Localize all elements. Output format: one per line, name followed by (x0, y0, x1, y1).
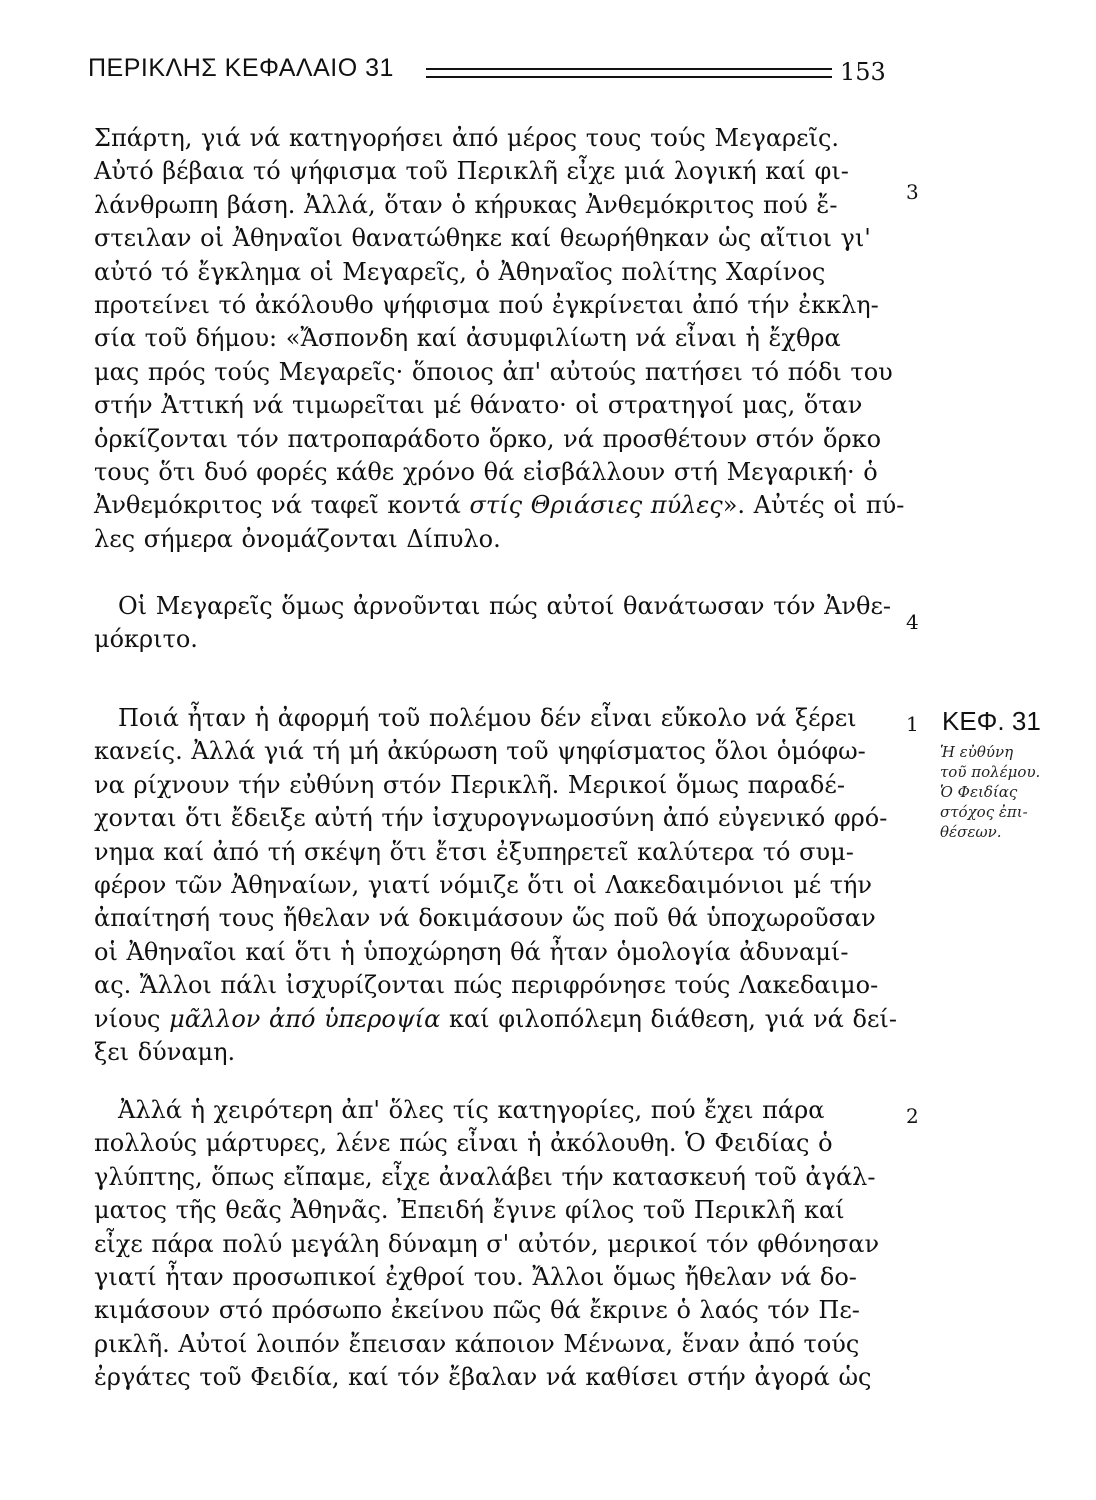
section-number: 1 (906, 712, 919, 736)
gloss-line: στόχος ἐπι- (940, 803, 1028, 821)
text-line: πολλούς μάρτυρες, λένε πώς εἶναι ἡ ἀκόλουθη. Ὁ Φειδίας ὁ (94, 1129, 833, 1158)
text-line (94, 1003, 897, 1036)
text-line: ἐργάτες τοῦ Φειδία, καί τόν ἔβαλαν νά καθίσει στήν ἀγορά ὡς (94, 1363, 872, 1392)
text-line: γιατί ἦταν προσωπικοί ἐχθροί του. Ἄλλοι ὅμως ἤθελαν νά δο- (94, 1263, 857, 1292)
section-number: 2 (906, 1104, 919, 1128)
text-line: μας πρός τούς Μεγαρεῖς· ὅποιος ἀπ' αὐτούς πατήσει τό πόδι του (94, 357, 893, 386)
section-number: 4 (906, 610, 919, 634)
text-segment: νίους (94, 1004, 170, 1033)
header-rule (426, 68, 832, 78)
gloss-line: θέσεων. (940, 823, 1002, 841)
text-line: τους ὅτι δυό φορές κάθε χρόνο θά εἰσβάλλουν στή Μεγαρική· ὁ (94, 458, 878, 487)
text-line: Ἀλλά ἡ χειρότερη ἀπ' ὅλες τίς κατηγορίες, πού ἔχει πάρα (118, 1096, 825, 1124)
text-segment: καί φιλοπόλεμη διάθεση, γιά νά δεί- (440, 1004, 897, 1033)
page-header (88, 44, 888, 94)
gloss-line: τοῦ πολέμου. (940, 763, 1041, 781)
text-line: Οἱ Μεγαρεῖς ὅμως ἀρνοῦνται πώς αὐτοί θανάτωσαν τόν Ἀνθε- (118, 592, 891, 620)
gloss-line: Ἡ εὐθύνη (940, 743, 1014, 761)
text-line: φέρον τῶν Ἀθηναίων, γιατί νόμιζε ὅτι οἱ Λακεδαιμόνιοι μέ τήν (94, 871, 872, 900)
text-line: στήν Ἀττική νά τιμωρεῖται μέ θάνατο· οἱ στρατηγοί μας, ὅταν (94, 391, 863, 420)
text-line: ας. Ἄλλοι πάλι ἰσχυρίζονται πώς περιφρόνησε τούς Λακεδαιμο- (94, 971, 879, 1000)
text-line: κανείς. Ἀλλά γιά τή μή ἀκύρωση τοῦ ψηφίσματος ὅλοι ὁμόφω- (94, 737, 866, 766)
text-line: νημα καί ἀπό τή σκέψη ὅτι ἔτσι ἐξυπηρετεῖ καλύτερα τό συμ- (94, 837, 854, 866)
text-line: γλύπτης, ὅπως εἴπαμε, εἶχε ἀναλάβει τήν κατασκευή τοῦ ἀγάλ- (94, 1162, 876, 1191)
text-segment: ». Αὐτές οἱ πύ- (722, 491, 905, 520)
text-line: κιμάσουν στό πρόσωπο ἐκείνου πῶς θά ἔκρινε ὁ λαός τόν Πε- (94, 1296, 860, 1325)
paragraph-block-3 (94, 702, 897, 1069)
gloss-line: Ὁ Φειδίας (940, 783, 1018, 801)
text-line: Ποιά ἦταν ἡ ἀφορμή τοῦ πολέμου δέν εἶναι εὔκολο νά ξέρει (118, 704, 857, 732)
text-line: εἶχε πάρα πολύ μεγάλη δύναμη σ' αὐτόν, μερικοί τόν φθόνησαν (94, 1229, 880, 1258)
text-line (94, 489, 905, 522)
paragraph-block-4 (94, 1094, 880, 1395)
text-line: λάνθρωπη βάση. Ἀλλά, ὅταν ὁ κήρυκας Ἀνθεμόκριτος πού ἔ- (94, 190, 838, 219)
text-line: αὐτό τό ἔγκλημα οἱ Μεγαρεῖς, ὁ Ἀθηναῖος πολίτης Χαρίνος (94, 257, 826, 286)
text-line: ξει δύναμη. (94, 1038, 236, 1067)
paragraph-block-2 (94, 590, 891, 657)
chapter-label: ΚΕΦ. 31 (942, 706, 1041, 736)
text-line: ματος τῆς θεᾶς Ἀθηνᾶς. Ἐπειδή ἔγινε φίλος τοῦ Περικλῆ καί (94, 1196, 845, 1225)
text-line: στειλαν οἱ Ἀθηναῖοι θανατώθηκε καί θεωρήθηκαν ὡς αἴτιοι γι' (94, 224, 871, 253)
italic-text: στίς Θριάσιες πύλες (469, 491, 723, 520)
text-line: ἀπαίτησή τους ἤθελαν νά δοκιμάσουν ὥς ποῦ θά ὑποχωροῦσαν (94, 904, 876, 933)
text-line: προτείνει τό ἀκόλουθο ψήφισμα πού ἐγκρίνεται ἀπό τήν ἐκκλη- (94, 291, 879, 320)
text-line: λες σήμερα ὀνομάζονται Δίπυλο. (94, 524, 501, 553)
text-line: ρικλῆ. Αὐτοί λοιπόν ἔπεισαν κάποιον Μένωνα, ἕναν ἀπό τούς (94, 1329, 860, 1358)
text-line: Αὐτό βέβαια τό ψήφισμα τοῦ Περικλῆ εἶχε μιά λογική καί φι- (94, 157, 849, 186)
section-number: 3 (906, 180, 919, 204)
text-line: σία τοῦ δήμου: «Ἄσπονδη καί ἀσυμφιλίωτη νά εἶναι ἡ ἔχθρα (94, 324, 841, 353)
text-line: μόκριτο. (94, 625, 198, 654)
text-line: χονται ὅτι ἔδειξε αὐτή τήν ἰσχυρογνωμοσύνη ἀπό εὐγενικό φρό- (94, 804, 888, 833)
text-line: οἱ Ἀθηναῖοι καί ὅτι ἡ ὑποχώρηση θά ἦταν ὁμολογία ἀδυναμί- (94, 937, 849, 966)
margin-gloss (940, 742, 1060, 842)
page-number: 153 (840, 58, 886, 86)
text-line: Σπάρτη, γιά νά κατηγορήσει ἀπό μέρος τους τούς Μεγαρεῖς. (94, 124, 840, 152)
text-line: ὁρκίζονται τόν πατροπαράδοτο ὅρκο, νά προσθέτουν στόν ὅρκο (94, 424, 882, 453)
running-head: ΠΕΡΙΚΛΗΣ ΚΕΦΑΛΑΙΟ 31 (88, 54, 394, 82)
text-line: να ρίχνουν τήν εὐθύνη στόν Περικλῆ. Μερικοί ὅμως παραδέ- (94, 770, 845, 799)
text-segment: Ἀνθεμόκριτος νά ταφεῖ κοντά (94, 491, 470, 520)
paragraph-block-1 (94, 122, 905, 556)
italic-text: μᾶλλον ἀπό ὑπεροψία (169, 1004, 441, 1033)
